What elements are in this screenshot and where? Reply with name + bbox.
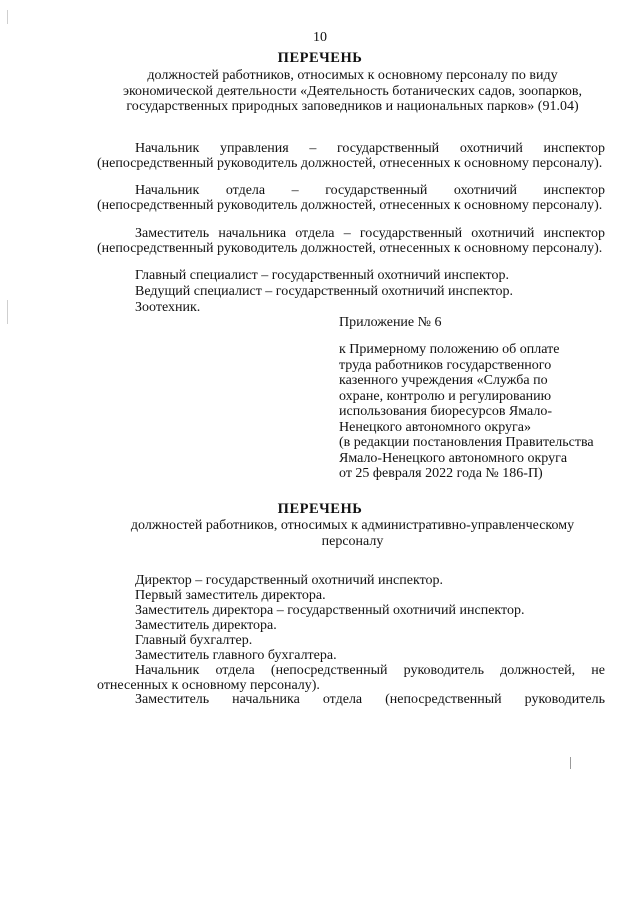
section1-item: Зоотехник. xyxy=(135,300,201,315)
section1-item: Начальник отдела – государственный охотничий инспектор (непосредственный руководитель должностей, отнесенных к основному персоналу). xyxy=(97,183,605,213)
section2-item: Заместитель главного бухгалтера. xyxy=(135,648,337,663)
section2-item: Заместитель директора. xyxy=(135,618,277,633)
scan-mark xyxy=(7,10,8,24)
section1-subtitle: должностей работников, относимых к основному персоналу по виду экономической деятельности «Деятельность ботанических садов, зоопарков, государственных природных заповедников и национальных парков» (91.04) xyxy=(122,68,583,114)
section1-title: ПЕРЕЧЕНЬ xyxy=(277,50,363,66)
scan-mark xyxy=(570,757,571,769)
section1-item: Заместитель начальника отдела – государственный охотничий инспектор (непосредственный руководитель должностей, отнесенных к основному персоналу). xyxy=(97,226,605,256)
section1-item: Ведущий специалист – государственный охотничий инспектор. xyxy=(135,284,514,299)
section2-item: Главный бухгалтер. xyxy=(135,633,253,648)
section2-item: Начальник отдела (непосредственный руководитель должностей, не отнесенных к основному персоналу). xyxy=(97,663,605,693)
section2-item: Первый заместитель директора. xyxy=(135,588,326,603)
appendix-body: к Примерному положению об оплате труда работников государственного казенного учреждения «Служба по охране, контролю и регулированию использования биоресурсов Ямало- Ненецкого автономного округа» (в редакции постановления Правительства Ямало-Ненецкого автономного округа от 25 февраля 2022 года № 186-П) xyxy=(339,342,594,481)
section1-item: Главный специалист – государственный охотничий инспектор. xyxy=(135,268,509,283)
section1-item: Начальник управления – государственный охотничий инспектор (непосредственный руководитель должностей, отнесенных к основному персоналу). xyxy=(97,141,605,171)
appendix-title: Приложение № 6 xyxy=(339,315,442,330)
section2-item: Заместитель начальника отдела (непосредственный руководитель xyxy=(135,692,605,707)
section2-title: ПЕРЕЧЕНЬ xyxy=(277,501,363,517)
section2-item: Заместитель директора – государственный охотничий инспектор. xyxy=(135,603,525,618)
section2-subtitle: должностей работников, относимых к административно-управленческому персоналу xyxy=(130,518,575,549)
section2-item: Директор – государственный охотничий инспектор. xyxy=(135,573,444,588)
scan-mark xyxy=(7,300,8,324)
page-number: 10 xyxy=(313,30,327,45)
